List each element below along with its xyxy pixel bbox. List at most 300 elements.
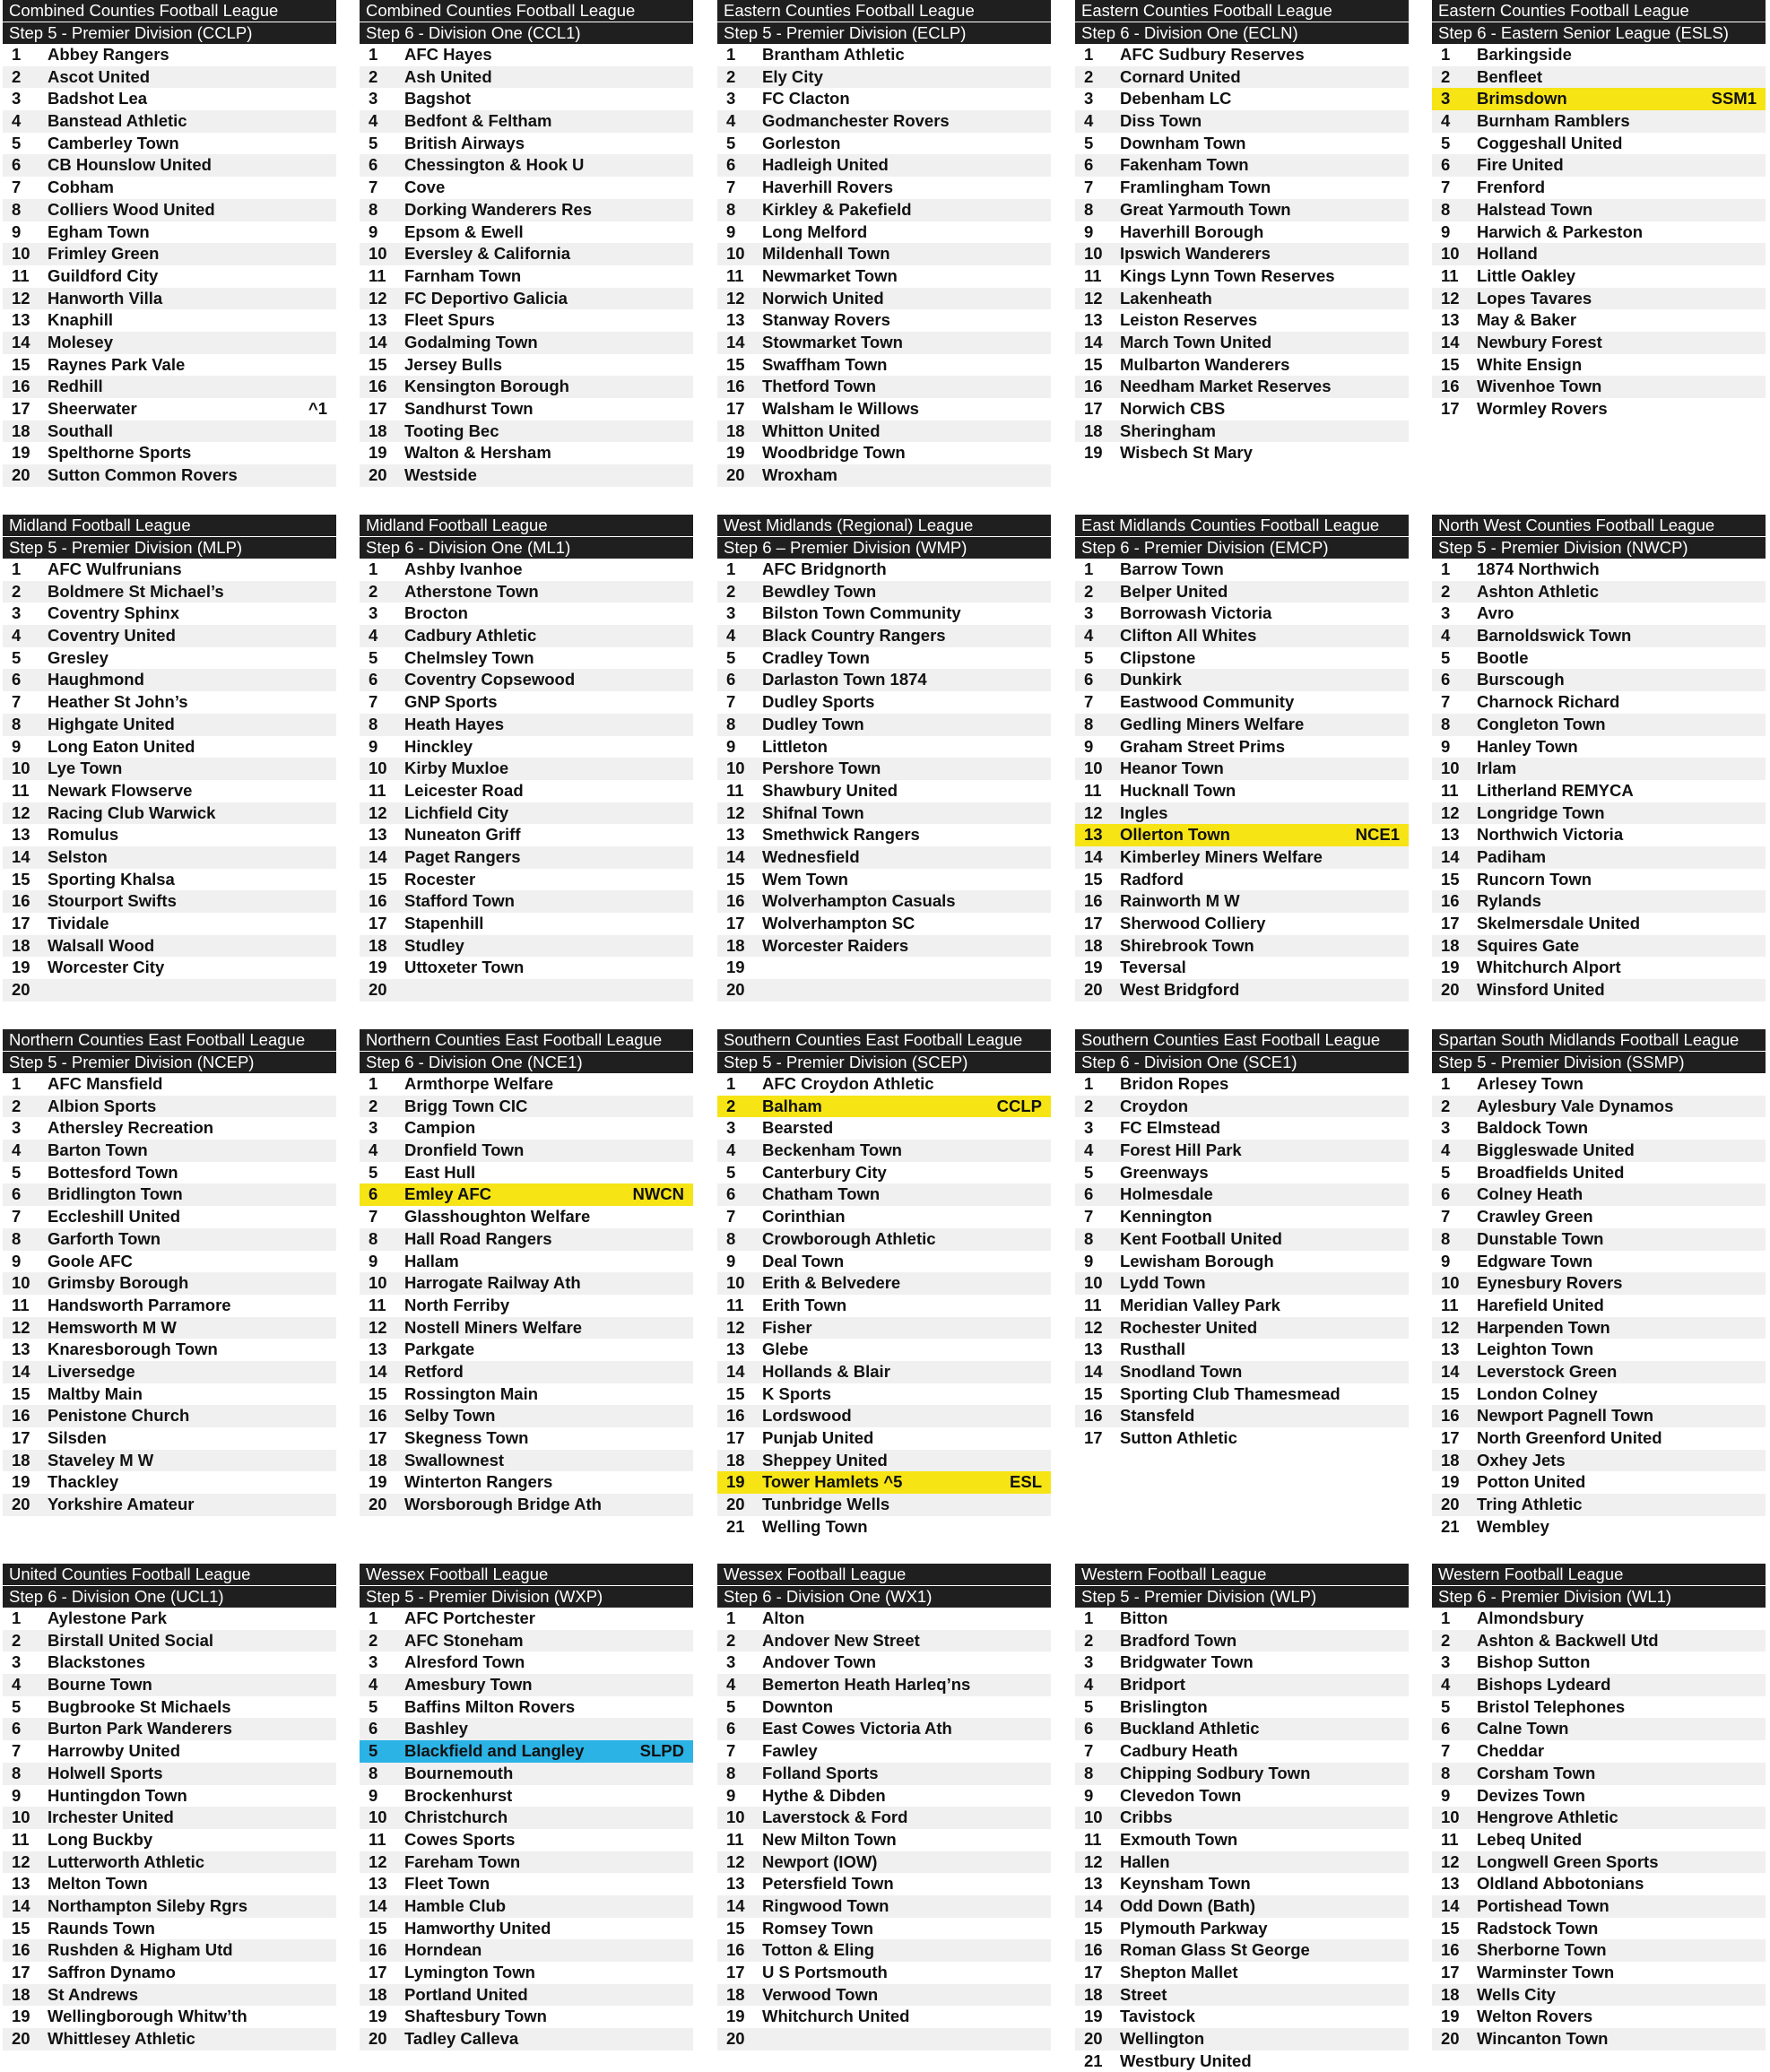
position-number: 1 (1441, 559, 1451, 578)
table-row (1075, 846, 1409, 869)
team-name: Campion (404, 1118, 476, 1138)
league-name: Southern Counties East Football League (1075, 1029, 1409, 1051)
position-number: 7 (12, 1207, 22, 1227)
table-row (1432, 1361, 1766, 1383)
team-name: Newmarket Town (762, 265, 898, 285)
team-name: Graham Street Prims (1120, 736, 1286, 756)
league-name: Midland Football League (360, 515, 693, 536)
team-name: Walton & Hersham (404, 443, 551, 463)
team-name: Stanway Rovers (762, 310, 890, 330)
team-name: Hollands & Blair (762, 1361, 890, 1381)
team-name: Oldland Abbotonians (1477, 1874, 1644, 1894)
team-name: Sheringham (1120, 420, 1216, 440)
team-name: Blackstones (48, 1652, 145, 1672)
table-row (717, 625, 1051, 647)
position-number: 20 (1441, 1495, 1460, 1514)
table-row (717, 1895, 1051, 1918)
table-row (1075, 625, 1409, 647)
team-name: AFC Sudbury Reserves (1120, 45, 1305, 64)
team-name: Bagshot (404, 89, 471, 108)
team-name: Dudley Sports (762, 692, 875, 712)
table-row (717, 243, 1051, 265)
team-name: Almondsbury (1477, 1608, 1584, 1627)
position-number: 2 (369, 1096, 378, 1115)
table-row (1432, 581, 1766, 603)
position-number: 13 (726, 310, 745, 330)
position-number: 15 (726, 1383, 745, 1403)
position-number: 14 (369, 1361, 387, 1381)
team-name: Needham Market Reserves (1120, 377, 1332, 396)
team-name: Squires Gate (1477, 935, 1580, 955)
position-number: 2 (726, 581, 736, 601)
team-name: Raunds Town (48, 1918, 155, 1938)
table-row (1075, 581, 1409, 603)
table-row (717, 869, 1051, 891)
position-number: 17 (369, 1963, 387, 1981)
table-row (3, 1228, 336, 1251)
team-name: Walsall Wood (48, 935, 155, 955)
position-number: 9 (1441, 736, 1451, 756)
table-row (1432, 1696, 1766, 1719)
position-number: 11 (369, 265, 386, 285)
team-name: Shawbury United (762, 780, 898, 800)
team-name: Mulbarton Wanderers (1120, 354, 1290, 374)
position-number: 12 (726, 802, 745, 822)
team-name: Godmanchester Rovers (762, 111, 950, 131)
team-name: Framlingham Town (1120, 178, 1271, 197)
table-row (360, 913, 693, 935)
position-number: 13 (726, 1874, 745, 1894)
position-number: 8 (12, 1763, 22, 1782)
table-row (360, 1427, 693, 1450)
position-number: 20 (369, 2029, 387, 2049)
position-number: 15 (369, 1383, 387, 1403)
team-name: Barkingside (1477, 45, 1572, 64)
position-number: 8 (1084, 1763, 1094, 1782)
table-row (3, 1652, 336, 1674)
team-name: Cobham (48, 178, 114, 197)
position-number: 8 (726, 1228, 736, 1248)
position-number: 8 (726, 714, 736, 733)
team-name: Teversal (1120, 958, 1186, 977)
team-name: Downton (762, 1696, 834, 1716)
table-row (717, 1206, 1051, 1228)
table-row (360, 1807, 693, 1829)
position-number: 15 (1441, 1383, 1460, 1403)
table-row (1432, 1939, 1766, 1962)
table-row (3, 802, 336, 825)
table-row (1432, 1427, 1766, 1450)
position-number: 11 (1084, 780, 1102, 800)
position-number: 12 (369, 288, 387, 308)
position-number: 4 (726, 626, 736, 646)
team-name: Christchurch (404, 1808, 508, 1827)
table-row (717, 824, 1051, 846)
table-row (1432, 935, 1766, 958)
team-name: Emley AFC (404, 1184, 491, 1204)
team-name: Camberley Town (48, 133, 179, 152)
team-name: Athersley Recreation (48, 1118, 214, 1138)
position-number: 10 (1084, 244, 1103, 264)
team-name: Abbey Rangers (48, 45, 169, 64)
position-number: 8 (12, 714, 22, 733)
table-row (1075, 1851, 1409, 1874)
table-row (3, 1427, 336, 1450)
table-row (360, 1162, 693, 1184)
team-name: Stansfeld (1120, 1406, 1195, 1426)
team-name: Swaffham Town (762, 354, 888, 374)
table-row (1075, 913, 1409, 935)
team-name: Newbury Forest (1477, 332, 1602, 351)
division-name: Step 5 - Premier Division (CCLP) (3, 22, 336, 44)
table-row (3, 1140, 336, 1162)
table-row (3, 979, 336, 1001)
position-number: 11 (726, 1295, 744, 1314)
league-name: Southern Counties East Football League (717, 1029, 1051, 1051)
table-row (1075, 1427, 1409, 1450)
position-number: 5 (726, 1696, 736, 1716)
team-name: Worsborough Bridge Ath (404, 1495, 602, 1514)
team-name: Tavistock (1120, 2007, 1195, 2026)
team-name: Harrowby United (48, 1741, 181, 1761)
table-row (3, 1471, 336, 1494)
table-row (717, 177, 1051, 199)
table-row (1432, 1763, 1766, 1785)
position-number: 8 (369, 1228, 378, 1248)
team-name: Long Eaton United (48, 736, 195, 756)
position-number: 14 (726, 1361, 745, 1381)
position-number: 7 (369, 1207, 378, 1227)
table-row (717, 669, 1051, 691)
position-number: 16 (369, 377, 387, 396)
team-name: Portland United (404, 1984, 528, 2004)
table-row (360, 758, 693, 780)
table-row (3, 1494, 336, 1516)
table-row (3, 110, 336, 133)
position-number: 18 (1441, 1984, 1460, 2004)
league-table-panel (3, 0, 336, 487)
team-name: Ascot United (48, 66, 151, 86)
team-name: Pershore Town (762, 759, 881, 778)
position-number: 1 (12, 1074, 22, 1093)
position-number: 16 (12, 1940, 30, 1960)
team-name: Hemsworth M W (48, 1317, 177, 1337)
position-number: 1 (726, 1074, 736, 1093)
team-name: Bourne Town (48, 1675, 152, 1695)
position-number: 8 (12, 1228, 22, 1248)
table-row (1432, 1918, 1766, 1940)
position-number: 9 (1084, 1785, 1094, 1805)
table-row (360, 354, 693, 377)
table-row (1075, 2006, 1409, 2028)
team-name: Handsworth Parramore (48, 1295, 231, 1314)
league-table-panel (1075, 515, 1409, 1001)
position-number: 6 (1084, 1184, 1094, 1204)
table-row (1432, 802, 1766, 825)
team-name: U S Portsmouth (762, 1963, 888, 1981)
table-row (717, 133, 1051, 155)
position-number: 21 (1084, 2050, 1103, 2070)
position-number: 16 (726, 1940, 745, 1960)
team-name: Eversley & California (404, 244, 571, 264)
position-number: 6 (726, 670, 736, 689)
position-number: 4 (1084, 1675, 1094, 1695)
table-row (1075, 1785, 1409, 1808)
position-number: 3 (1084, 1652, 1094, 1672)
position-number: 20 (1441, 980, 1460, 1000)
position-number: 7 (1441, 692, 1451, 712)
position-number: 19 (369, 2007, 387, 2026)
table-row (1075, 398, 1409, 420)
table-row (717, 1763, 1051, 1785)
team-name: Egham Town (48, 221, 150, 241)
table-row (1432, 846, 1766, 869)
team-name: Kings Lynn Town Reserves (1120, 265, 1335, 285)
table-row (1432, 1608, 1766, 1630)
position-number: 16 (12, 377, 30, 396)
position-number: 15 (369, 354, 387, 374)
team-name: Northampton Sileby Rgrs (48, 1895, 248, 1915)
table-row (360, 1295, 693, 1317)
position-number: 4 (726, 111, 736, 131)
table-row (1075, 288, 1409, 310)
team-name: Erith Town (762, 1295, 847, 1314)
team-name: Andover Town (762, 1652, 877, 1672)
table-row (1432, 979, 1766, 1001)
team-name: Bilston Town Community (762, 603, 961, 623)
team-name: Cornard United (1120, 66, 1241, 86)
table-row (1075, 2050, 1409, 2072)
position-number: 19 (12, 443, 30, 463)
table-row (1432, 603, 1766, 625)
position-number: 8 (726, 199, 736, 219)
position-number: 3 (1441, 1118, 1451, 1138)
table-row (360, 1471, 693, 1494)
position-number: 16 (726, 891, 745, 911)
table-row (1432, 309, 1766, 332)
position-number: 2 (1084, 66, 1094, 86)
table-row (717, 154, 1051, 177)
position-number: 19 (726, 2007, 745, 2026)
table-row (1432, 869, 1766, 891)
position-number: 7 (726, 1741, 736, 1761)
table-row (1075, 88, 1409, 110)
position-number: 6 (726, 155, 736, 175)
table-row (1432, 110, 1766, 133)
table-row (360, 1383, 693, 1406)
position-number: 5 (12, 1162, 22, 1182)
table-row (360, 890, 693, 913)
team-name: Burscough (1477, 670, 1565, 689)
table-row (3, 1117, 336, 1140)
team-name: Avro (1477, 603, 1514, 623)
table-row (360, 133, 693, 155)
table-row (3, 88, 336, 110)
table-row (3, 1740, 336, 1763)
table-row (717, 890, 1051, 913)
position-number: 11 (12, 1295, 30, 1314)
position-number: 3 (12, 89, 22, 108)
table-row (3, 935, 336, 958)
table-row (3, 1073, 336, 1096)
position-number: 13 (1441, 825, 1460, 845)
position-number: 18 (12, 1984, 30, 2004)
position-number: 10 (12, 1808, 30, 1827)
table-row (717, 1851, 1051, 1874)
team-name: Dorking Wanderers Res (404, 199, 593, 219)
position-number: 13 (726, 1339, 745, 1359)
position-number: 18 (369, 420, 387, 440)
position-number: 1 (12, 559, 22, 578)
table-row (1432, 177, 1766, 199)
position-number: 15 (1084, 1918, 1103, 1938)
table-row (1432, 1405, 1766, 1427)
table-row (1432, 1272, 1766, 1295)
team-name: Brimsdown (1477, 89, 1567, 108)
team-name: Chatham Town (762, 1184, 881, 1204)
position-number: 3 (726, 1652, 736, 1672)
table-row (360, 1696, 693, 1719)
position-number: 9 (12, 221, 22, 241)
position-number: 11 (1441, 1295, 1459, 1314)
team-name: Andover New Street (762, 1630, 920, 1650)
position-number: 12 (12, 1851, 30, 1871)
position-number: 4 (369, 111, 378, 131)
table-row (1432, 1450, 1766, 1472)
team-name: Rylands (1477, 891, 1541, 911)
position-number: 17 (726, 914, 745, 932)
position-number: 3 (369, 603, 378, 623)
table-row (717, 2006, 1051, 2028)
position-number: 17 (1441, 1963, 1460, 1981)
position-number: 16 (1441, 377, 1460, 396)
position-number: 18 (369, 1450, 387, 1469)
position-number: 2 (1084, 1630, 1094, 1650)
table-row (717, 581, 1051, 603)
table-row (3, 154, 336, 177)
team-name: Sheerwater (48, 399, 137, 418)
table-row (3, 1895, 336, 1918)
team-name: Paget Rangers (404, 846, 521, 866)
position-number: 4 (12, 1140, 22, 1160)
position-number: 15 (726, 1918, 745, 1938)
table-row (360, 420, 693, 443)
table-row (360, 221, 693, 244)
team-name: Winsford United (1477, 980, 1605, 1000)
table-row (1432, 1740, 1766, 1763)
team-name: Lutterworth Athletic (48, 1851, 205, 1871)
table-row (360, 1630, 693, 1652)
league-name: Combined Counties Football League (360, 0, 693, 22)
team-name: Charnock Richard (1477, 692, 1620, 712)
table-row (360, 1674, 693, 1696)
team-name: Thetford Town (762, 377, 877, 396)
position-number: 17 (1441, 914, 1460, 932)
position-number: 8 (1084, 714, 1094, 733)
table-row (1432, 1383, 1766, 1406)
position-number: 8 (369, 714, 378, 733)
position-number: 6 (726, 1719, 736, 1738)
position-number: 3 (12, 1652, 22, 1672)
league-table-panel (1075, 1029, 1409, 1450)
table-row (1075, 221, 1409, 244)
table-row (360, 66, 693, 89)
team-name: Ollerton Town (1120, 825, 1230, 845)
team-name: AFC Hayes (404, 45, 492, 64)
team-name: Gedling Miners Welfare (1120, 714, 1305, 733)
position-number: 6 (726, 1184, 736, 1204)
table-row (360, 1785, 693, 1808)
position-number: 10 (1084, 1808, 1103, 1827)
team-name: Whittlesey Athletic (48, 2029, 195, 2049)
team-name: Tooting Bec (404, 420, 499, 440)
table-row (1432, 88, 1766, 110)
team-name: Ashby Ivanhoe (404, 559, 523, 578)
team-name: Long Melford (762, 221, 868, 241)
table-row (360, 736, 693, 759)
team-name: Goole AFC (48, 1251, 133, 1270)
league-name: Eastern Counties Football League (1075, 0, 1409, 22)
position-number: 1 (1441, 1608, 1451, 1627)
table-row (360, 1096, 693, 1118)
league-table-panel (360, 515, 693, 1001)
table-row (1432, 647, 1766, 670)
table-row (717, 1630, 1051, 1652)
position-number: 7 (12, 692, 22, 712)
position-number: 12 (12, 1317, 30, 1337)
table-row (1432, 780, 1766, 802)
position-number: 20 (12, 2029, 30, 2049)
team-name: Shifnal Town (762, 802, 864, 822)
position-number: 10 (1441, 759, 1460, 778)
team-name: Swallownest (404, 1450, 505, 1469)
table-row (3, 376, 336, 398)
table-row (1075, 1895, 1409, 1918)
position-number: 14 (726, 1895, 745, 1915)
team-name: Knaphill (48, 310, 113, 330)
position-number: 13 (1084, 310, 1103, 330)
position-number: 7 (1441, 178, 1451, 197)
position-number: 20 (12, 465, 30, 485)
position-number: 19 (369, 443, 387, 463)
team-name: Stapenhill (404, 914, 484, 932)
team-name: Rossington Main (404, 1383, 539, 1403)
table-row (717, 1339, 1051, 1361)
team-name: Dronfield Town (404, 1140, 525, 1160)
table-row (1075, 66, 1409, 89)
position-number: 20 (726, 1495, 745, 1514)
position-number: 5 (1441, 647, 1451, 667)
team-name: Barton Town (48, 1140, 148, 1160)
table-row (360, 559, 693, 581)
position-number: 10 (1084, 759, 1103, 778)
position-number: 4 (1084, 1140, 1094, 1160)
position-number: 18 (12, 420, 30, 440)
position-number: 13 (12, 310, 30, 330)
position-number: 14 (369, 1895, 387, 1915)
table-row (1075, 1096, 1409, 1118)
team-name: Nuneaton Griff (404, 825, 521, 845)
position-number: 7 (1084, 692, 1094, 712)
position-number: 19 (369, 958, 387, 977)
position-number: 4 (12, 1675, 22, 1695)
team-name: Hanley Town (1477, 736, 1578, 756)
table-row (3, 309, 336, 332)
position-number: 7 (1441, 1741, 1451, 1761)
team-name: Warminster Town (1477, 1963, 1615, 1981)
table-row (1075, 1962, 1409, 1984)
position-number: 20 (1084, 980, 1103, 1000)
